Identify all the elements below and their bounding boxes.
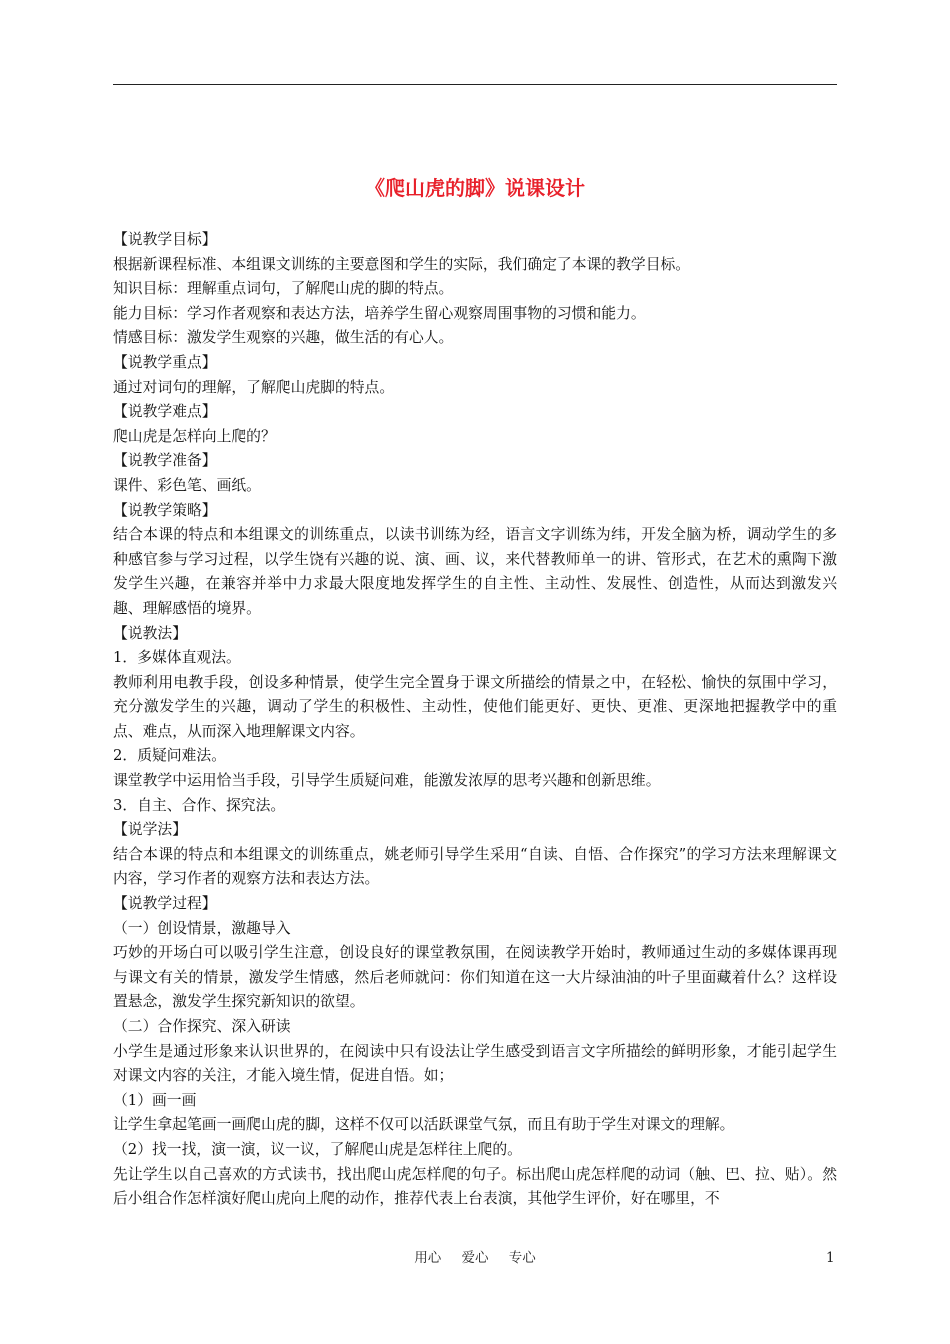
paragraph: 小学生是通过形象来认识世界的，在阅读中只有设法让学生感受到语言文字所描绘的鲜明形象，才能引起学生对课文内容的关注，才能入境生情，促进自悟。如； [113, 1042, 837, 1085]
subsection-heading: （2）找一找，演一演，议一议，了解爬山虎是怎样往上爬的。 [113, 1140, 522, 1158]
paragraph: 先让学生以自己喜欢的方式读书，找出爬山虎怎样爬的句子。标出爬山虎怎样爬的动词（触、巴、拉、贴）。然后小组合作怎样演好爬山虎向上爬的动作，推荐代表上台表演，其他学生评价，好在哪里，不 [113, 1165, 837, 1208]
section-heading: 【说教学难点】 [113, 403, 217, 421]
section-heading: 【说教学目标】 [113, 231, 217, 248]
section-heading: 【说教学过程】 [113, 895, 217, 913]
paragraph: 让学生拿起笔画一画爬山虎的脚，这样不仅可以活跃课堂气氛，而且有助于学生对课文的理解。 [113, 1116, 735, 1134]
paragraph: 结合本课的特点和本组课文的训练重点，姚老师引导学生采用“自读、自悟、合作探究”的学习方法来理解课文内容，学习作者的观察方法和表达方法。 [113, 845, 837, 888]
subsection-heading: （一）创设情景，激趣导入 [113, 919, 291, 937]
header-rule [113, 84, 837, 85]
paragraph: 巧妙的开场白可以吸引学生注意，创设良好的课堂教氛围，在阅读教学开始时，教师通过生动的多媒体课再现与课文有关的情景，激发学生情感，然后老师就问：你们知道在这一大片绿油油的叶子里面藏着什么？这样设置悬念，激发学生探究新知识的欲望。 [113, 944, 837, 1011]
paragraph: 课件、彩色笔、画纸。 [113, 476, 261, 494]
footer-motto: 用心 爱心 专心 [414, 1250, 536, 1266]
paragraph: 情感目标：激发学生观察的兴趣，做生活的有心人。 [113, 329, 454, 347]
section-heading: 【说学法】 [113, 821, 187, 839]
section-heading: 【说教学重点】 [113, 353, 217, 371]
document-title: 《爬山虎的脚》说课设计 [365, 176, 585, 200]
section-heading: 【说教学准备】 [113, 452, 217, 470]
page-number: 1 [826, 1250, 835, 1266]
paragraph: 课堂教学中运用恰当手段，引导学生质疑问难，能激发浓厚的思考兴趣和创新思维。 [113, 772, 661, 790]
paragraph: 结合本课的特点和本组课文的训练重点，以读书训练为经，语言文字训练为纬，开发全脑为桥，调动学生的多种感官参与学习过程，以学生饶有兴趣的说、演、画、议，来代替教师单一的讲、管形式，在艺术的熏陶下激发学生兴趣，在兼容并举中力求最大限度地发挥学生的自主性、主动性、发展性、创造性，从而达到激发兴趣、理解感悟的境界。 [113, 526, 837, 617]
section-heading: 【说教法】 [113, 624, 187, 642]
paragraph: 通过对词句的理解，了解爬山虎脚的特点。 [113, 378, 395, 396]
document-body [113, 228, 837, 1212]
subsection-heading: （1）画一画 [113, 1091, 197, 1109]
list-item: 2．质疑问难法。 [113, 747, 226, 765]
paragraph: 教师利用电教手段，创设多种情景，使学生完全置身于课文所描绘的情景之中，在轻松、愉快的氛围中学习，充分激发学生的兴趣，调动了学生的积极性、主动性，使他们能更好、更快、更准、更深地把握教学中的重点、难点，从而深入地理解课文内容。 [113, 673, 837, 740]
paragraph: 爬山虎是怎样向上爬的？ [113, 427, 276, 445]
list-item: 3．自主、合作、探究法。 [113, 796, 286, 814]
paragraph: 知识目标：理解重点词句，了解爬山虎的脚的特点。 [113, 280, 454, 298]
list-item: 1．多媒体直观法。 [113, 649, 241, 667]
section-heading: 【说教学策略】 [113, 501, 217, 519]
paragraph: 根据新课程标准、本组课文训练的主要意图和学生的实际，我们确定了本课的教学目标。 [113, 255, 691, 273]
paragraph: 能力目标：学习作者观察和表达方法，培养学生留心观察周围事物的习惯和能力。 [113, 304, 646, 322]
subsection-heading: （二）合作探究、深入研读 [113, 1018, 291, 1035]
